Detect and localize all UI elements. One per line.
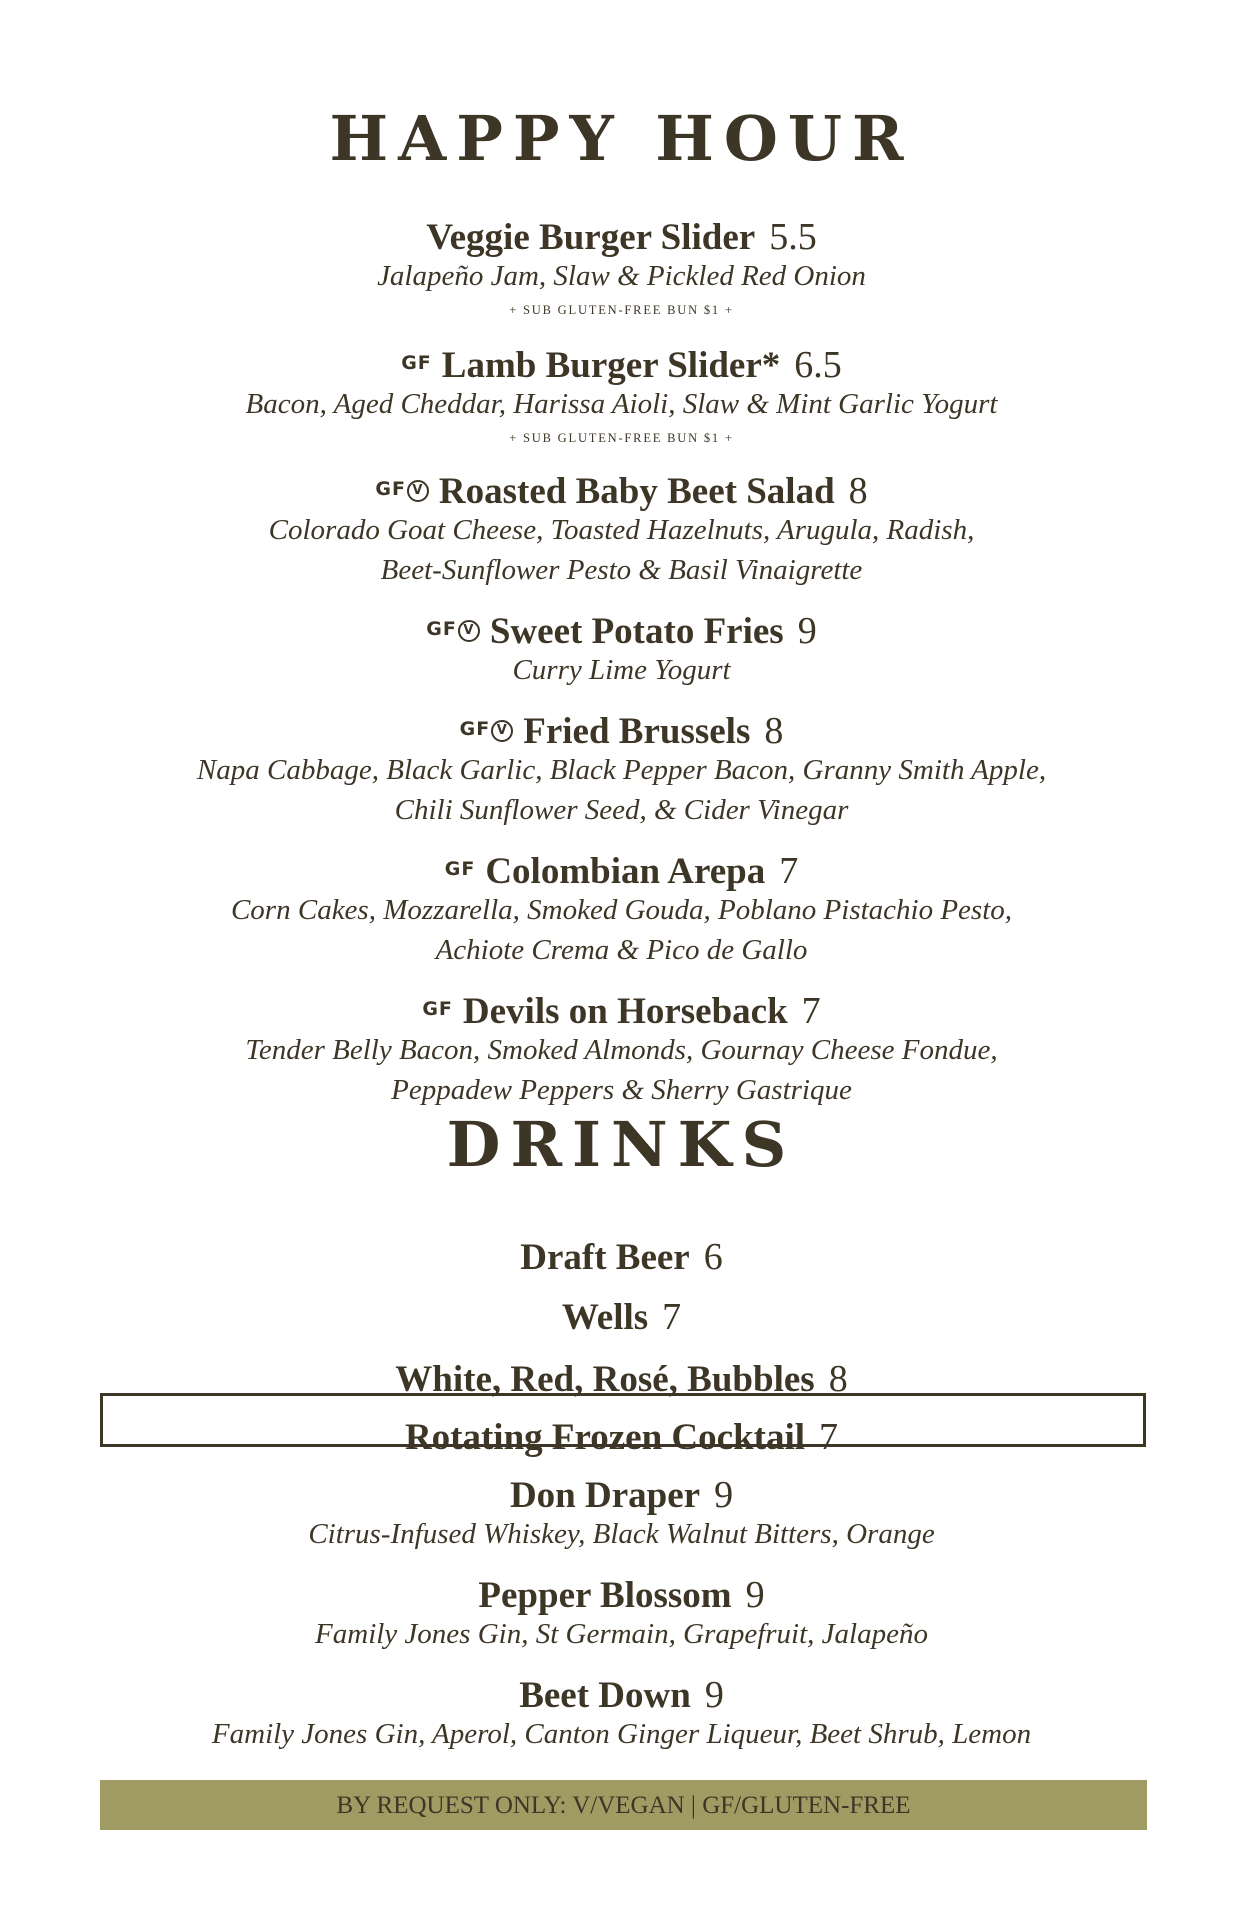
item-title: Don Draper [509, 1475, 701, 1516]
menu-item-name [0, 1360, 1243, 1398]
item-price: 6.5 [794, 344, 842, 386]
item-note: + SUB GLUTEN-FREE BUN $1 + [509, 303, 734, 317]
item-title: Sweet Potato Fries [489, 611, 784, 652]
item-description: Peppadew Peppers & Sherry Gastrique [391, 1074, 852, 1106]
gluten-free-tag: GF V [460, 718, 514, 740]
item-description: Achiote Crema & Pico de Gallo [435, 934, 808, 966]
item-price: 7 [819, 1416, 839, 1458]
item-title: White, Red, Rosé, Bubbles [395, 1359, 815, 1400]
item-price: 7 [662, 1296, 682, 1338]
menu-item-name [0, 1576, 1243, 1614]
happy-hour-title: HAPPY HOUR [329, 102, 914, 175]
item-description: Colorado Goat Cheese, Toasted Hazelnuts, Arugula, Radish, [268, 514, 975, 546]
item-description: Corn Cakes, Mozzarella, Smoked Gouda, Poblano Pistachio Pesto, [230, 894, 1013, 926]
item-note: + SUB GLUTEN-FREE BUN $1 + [509, 431, 734, 445]
item-description: Bacon, Aged Cheddar, Harissa Aioli, Slaw & Mint Garlic Yogurt [245, 388, 998, 420]
menu-item-name [0, 612, 1243, 650]
item-title: Lamb Burger Slider* [441, 345, 781, 386]
item-description: Beet-Sunflower Pesto & Basil Vinaigrette [380, 554, 863, 586]
item-title: Rotating Frozen Cocktail [404, 1417, 806, 1458]
menu-item-name [0, 1298, 1243, 1336]
menu-item-name [0, 1476, 1243, 1514]
item-title: Draft Beer [520, 1237, 690, 1278]
item-description: Tender Belly Bacon, Smoked Almonds, Gournay Cheese Fondue, [245, 1034, 998, 1066]
gluten-free-tag: GF V [426, 618, 480, 640]
dietary-key: BY REQUEST ONLY: V/VEGAN | GF/GLUTEN-FREE [336, 1792, 911, 1819]
item-price: 9 [714, 1474, 734, 1516]
drinks-title: DRINKS [446, 1108, 797, 1181]
menu-item-name [0, 1676, 1243, 1714]
item-price: 8 [764, 710, 784, 752]
menu-item-name [0, 472, 1243, 510]
item-description: Citrus-Infused Whiskey, Black Walnut Bitters, Orange [308, 1518, 935, 1550]
item-price: 9 [745, 1574, 765, 1616]
item-description: Curry Lime Yogurt [512, 654, 731, 686]
menu-item-name [0, 346, 1243, 384]
item-price: 7 [779, 850, 799, 892]
menu-item-name [0, 1418, 1243, 1456]
gluten-free-tag: GF [401, 352, 432, 374]
item-description: Napa Cabbage, Black Garlic, Black Pepper Bacon, Granny Smith Apple, [196, 754, 1047, 786]
menu-item-name [0, 992, 1243, 1030]
item-title: Fried Brussels [523, 711, 751, 752]
vegan-icon: V [491, 720, 513, 742]
item-price: 6 [703, 1236, 723, 1278]
gluten-free-tag: GF [444, 858, 476, 880]
gluten-free-tag: GF [422, 998, 453, 1020]
menu-item-name [0, 852, 1243, 890]
menu-item-name [0, 218, 1243, 256]
item-description: Family Jones Gin, Aperol, Canton Ginger Liqueur, Beet Shrub, Lemon [211, 1718, 1032, 1750]
item-description: Jalapeño Jam, Slaw & Pickled Red Onion [377, 260, 866, 292]
item-title: Roasted Baby Beet Salad [438, 471, 835, 512]
gluten-free-tag: GF V [375, 478, 429, 500]
item-title: Devils on Horseback [462, 991, 788, 1032]
item-title: Veggie Burger Slider [426, 217, 756, 258]
vegan-icon: V [407, 480, 429, 502]
item-price: 9 [797, 610, 817, 652]
item-price: 9 [704, 1674, 724, 1716]
item-description: Chili Sunflower Seed, & Cider Vinegar [394, 794, 849, 826]
item-price: 5.5 [769, 216, 817, 258]
menu-item-name [0, 1238, 1243, 1276]
item-price: 7 [801, 990, 821, 1032]
item-title: Colombian Arepa [485, 851, 766, 892]
item-title: Wells [561, 1297, 649, 1338]
item-price: 8 [848, 470, 868, 512]
item-title: Pepper Blossom [478, 1575, 732, 1616]
vegan-icon: V [458, 620, 480, 642]
item-price: 8 [828, 1358, 848, 1400]
item-title: Beet Down [519, 1675, 691, 1716]
item-description: Family Jones Gin, St Germain, Grapefruit, Jalapeño [315, 1618, 928, 1650]
menu-item-name [0, 712, 1243, 750]
